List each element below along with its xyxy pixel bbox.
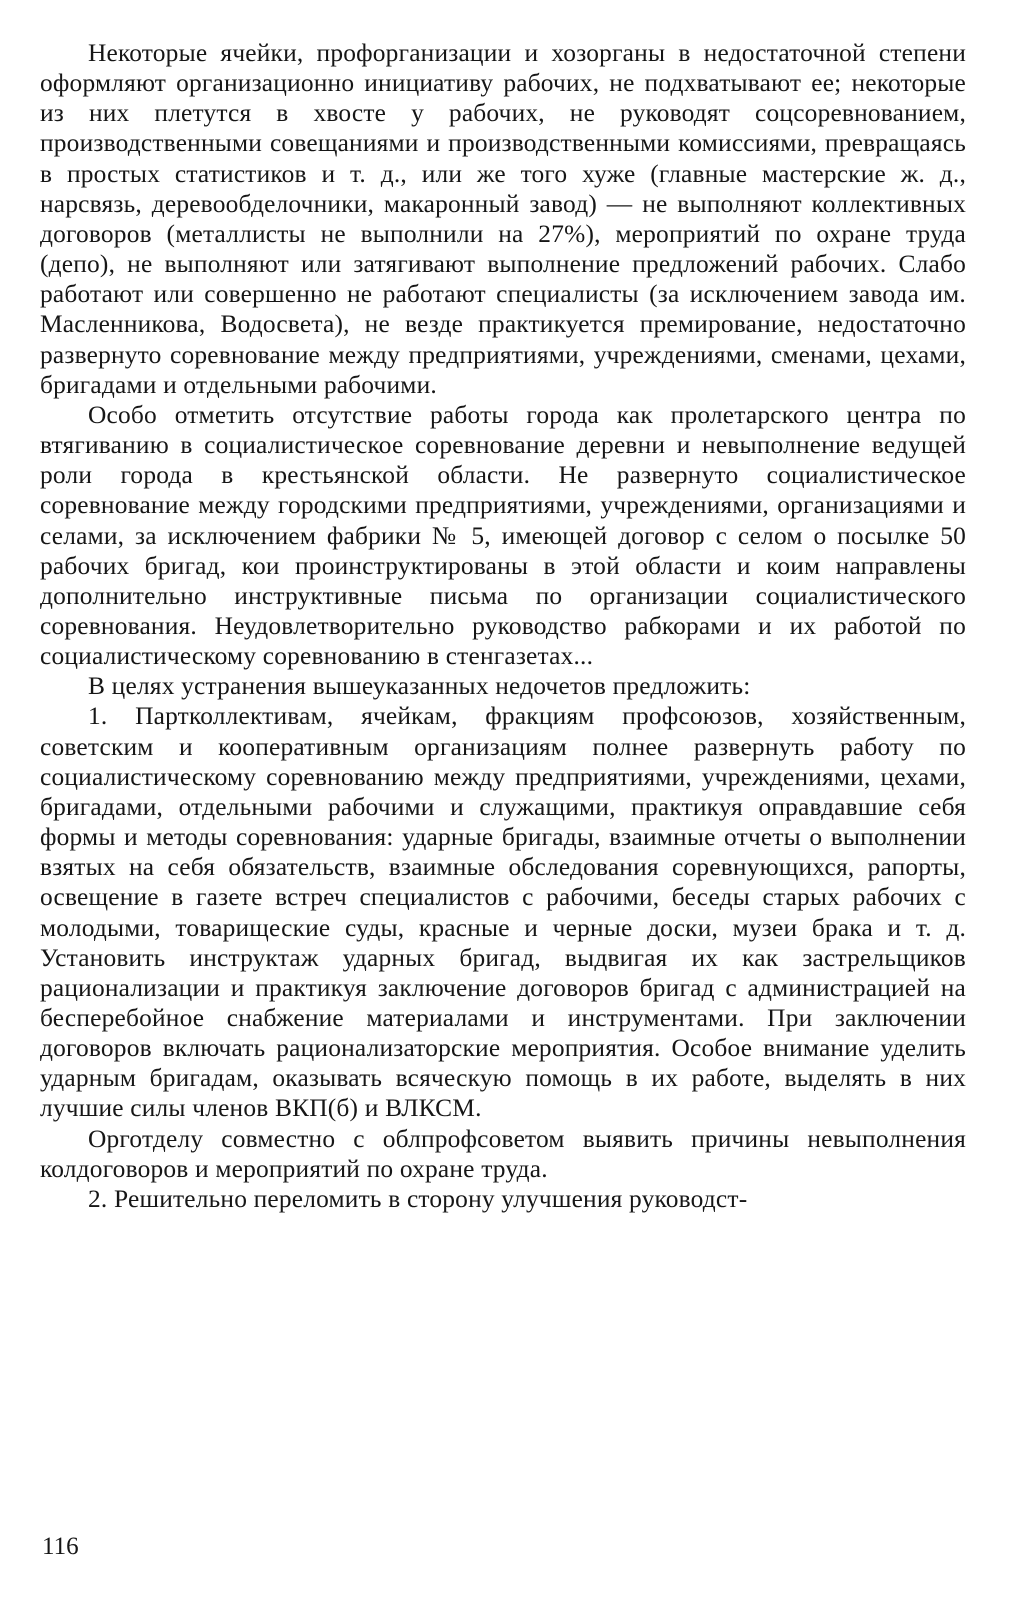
paragraph-item-1: 1. Партколлективам, ячейкам, фракциям профсоюзов, хозяйственным, советским и кооперативным организациям полнее развернуть работу по социалистическому соревнованию между предприятиями, учреждениями, цехами, бригадами, отдельными рабочими и служащими, практикуя оправдавшие себя формы и методы соревнования: ударные бригады, взаимные отчеты о выполнении взятых на себя обязательств, взаимные обследования соревнующихся, рапорты, освещение в газете встреч специалистов с рабочими, беседы старых рабочих с молодыми, товарищеские суды, красные и черные доски, музеи брака и т. д. Установить инструктаж ударных бригад, выдвигая их как застрельщиков рационализации и практикуя заключение договоров бригад с администрацией на бесперебойное снабжение материалами и инструментами. При заключении договоров включать рационализаторские мероприятия. Особое внимание уделить ударным бригадам, оказывать всяческую помощь в их работе, выделять в них лучшие силы членов ВКП(б) и ВЛКСМ. — [40, 702, 966, 1123]
paragraph-city-village: Особо отметить отсутствие работы города как пролетарского центра по втягиванию в социалистическое соревнование деревни и невыполнение ведущей роли города в крестьянской области. Не развернуто социалистическое соревнование между городскими предприятиями, учреждениями, организациями и селами, за исключением фабрики № 5, имеющей договор с селом о посылке 50 рабочих бригад, кои проинструктированы в этой области и коим направлены дополнительно инструктивные письма по организации социалистического соревнования. Неудовлетворительно руководство рабкорами и их работой по социалистическому соревнованию в стенгазетах... — [40, 400, 966, 671]
page-number: 116 — [42, 1533, 79, 1560]
paragraph-shortcomings: Некоторые ячейки, профорганизации и хозорганы в недостаточной степени оформляют организационно инициативу рабочих, не подхватывают ее; некоторые из них плетутся в хвосте у рабочих, не руководят соцсоревнованием, производственными совещаниями и производственными комиссиями, превращаясь в простых статистиков и т. д., или же того хуже (главные мастерские ж. д., нарсвязь, деревообделочники, макаронный завод) — не выполняют коллективных договоров (металлисты не выполнили на 27%), мероприятий по охране труда (депо), не выполняют или затягивают выполнение предложений рабочих. Слабо работают или совершенно не работают специалисты (за исключением завода им. Масленникова, Водосвета), не везде практикуется премирование, недостаточно развернуто соревнование между предприятиями, учреждениями, сменами, цехами, бригадами и отдельными рабочими. — [40, 39, 966, 399]
document-page — [40, 38, 966, 1214]
paragraph-proposal-intro: В целях устранения вышеуказанных недочетов предложить: — [88, 672, 751, 701]
paragraph-orgotdel: Орготделу совместно с облпрофсоветом выявить причины невыполнения колдоговоров и мероприятий по охране труда. — [40, 1124, 966, 1183]
paragraph-item-2: 2. Решительно переломить в сторону улучшения руководст- — [88, 1184, 748, 1213]
